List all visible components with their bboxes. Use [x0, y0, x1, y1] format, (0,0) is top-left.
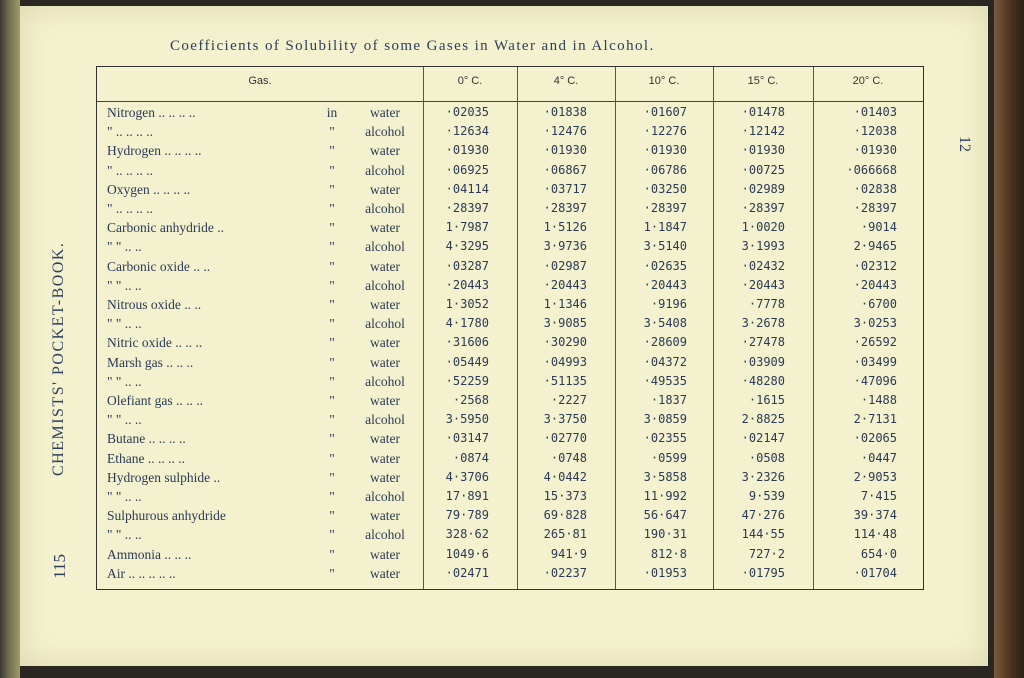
coefficient-cell: 1·5126 [543, 220, 587, 235]
coefficient-cell: 11·992 [643, 489, 687, 503]
in-word: " [329, 162, 335, 178]
table-row [97, 527, 923, 546]
in-word: " [329, 450, 335, 466]
signature-mark [955, 136, 975, 181]
coefficient-cell: ·1837 [650, 393, 687, 407]
coefficient-cell: ·1488 [860, 393, 897, 407]
coefficient-cell: 3·5950 [445, 412, 489, 427]
solvent-name: alcohol [365, 277, 405, 293]
coefficient-cell: 7·415 [860, 489, 897, 503]
coefficient-cell: ·04372 [643, 354, 687, 369]
table-row [97, 508, 923, 527]
coefficient-cell: 4·1780 [445, 316, 489, 331]
coefficient-cell: ·27478 [741, 335, 785, 350]
coefficient-cell: 2·9465 [853, 239, 897, 254]
coefficient-cell: 328·62 [445, 527, 489, 542]
coefficient-cell: 79·789 [445, 508, 489, 523]
table-row [97, 163, 923, 182]
coefficient-cell: 1·1847 [643, 220, 687, 235]
coefficient-cell: ·12038 [853, 124, 897, 139]
header-10c: 10° C. [648, 75, 680, 87]
gas-name: " " .. .. [107, 489, 142, 504]
in-word: " [329, 297, 335, 312]
coefficient-cell: ·28397 [445, 201, 489, 215]
coefficient-cell: ·0508 [748, 450, 785, 465]
gas-name: Nitric oxide .. .. .. [107, 335, 203, 351]
table-row [97, 335, 923, 354]
coefficient-cell: ·28397 [643, 201, 687, 215]
in-word: " [329, 469, 335, 485]
coefficient-cell: 3·5858 [643, 469, 687, 484]
in-word: " [329, 277, 335, 293]
in-word: " [329, 316, 335, 332]
in-word: " [329, 335, 335, 351]
header-20c: 20° C. [852, 75, 884, 87]
coefficient-cell: ·01930 [853, 143, 897, 158]
coefficient-cell: ·02989 [741, 181, 785, 196]
coefficient-cell: ·51135 [543, 373, 587, 388]
header-rule [97, 101, 923, 102]
coefficient-cell: ·12476 [543, 124, 587, 139]
solvent-name: alcohol [365, 527, 405, 543]
solvent-name: water [370, 546, 400, 562]
coefficient-cell: 3·2678 [741, 316, 785, 331]
gas-name: Ethane .. .. .. .. [107, 450, 185, 466]
gas-name: Nitrogen .. .. .. .. [107, 105, 196, 120]
table-row [97, 278, 923, 297]
coefficient-cell: ·02065 [853, 431, 897, 446]
coefficient-cell: ·03287 [445, 258, 489, 273]
coefficient-cell: 3·9736 [543, 239, 587, 254]
coefficient-cell: 812·8 [650, 546, 687, 561]
coefficient-cell: 3·1993 [741, 239, 785, 254]
in-word: " [329, 431, 335, 447]
coefficient-cell: ·0599 [650, 450, 687, 465]
in-word: " [329, 220, 335, 236]
in-word: " [329, 546, 335, 562]
gas-name: Ammonia .. .. .. [107, 546, 192, 562]
coefficient-cell: 4·3295 [445, 239, 489, 254]
coefficient-cell: ·28609 [643, 335, 687, 350]
solvent-name: water [370, 393, 400, 408]
table-row [97, 470, 923, 489]
gas-name: " .. .. .. .. [107, 201, 154, 216]
solvent-name: water [370, 431, 400, 447]
coefficient-cell: ·04114 [445, 181, 489, 196]
solvent-name: water [370, 181, 400, 197]
gas-name: Air .. .. .. .. .. [107, 565, 176, 581]
coefficient-cell: ·01930 [543, 143, 587, 158]
table-row [97, 412, 923, 431]
gas-name: Nitrous oxide .. .. [107, 297, 202, 312]
coefficient-cell: ·01478 [741, 105, 785, 119]
coefficient-cell: 114·48 [853, 527, 897, 542]
in-word: " [329, 412, 335, 428]
coefficient-cell: ·03717 [543, 181, 587, 196]
in-word: " [329, 354, 335, 370]
table-row [97, 355, 923, 374]
solvent-name: water [370, 469, 400, 485]
coefficient-cell: ·48280 [741, 373, 785, 388]
coefficient-cell: ·28397 [543, 201, 587, 215]
coefficient-cell: ·20443 [543, 277, 587, 292]
coefficient-cell: ·02147 [741, 431, 785, 446]
coefficient-cell: ·02035 [445, 105, 489, 119]
coefficient-cell: ·03499 [853, 354, 897, 369]
solvent-name: water [370, 258, 400, 274]
solvent-name: water [370, 450, 400, 466]
coefficient-cell: ·9196 [650, 297, 687, 311]
solvent-name: alcohol [365, 373, 405, 389]
coefficient-cell: ·05449 [445, 354, 489, 369]
in-word: " [329, 258, 335, 274]
solvent-name: alcohol [365, 239, 405, 255]
coefficient-cell: 9·539 [748, 489, 785, 503]
coefficient-cell: 4·0442 [543, 469, 587, 484]
gas-name: Sulphurous anhydride [107, 508, 226, 524]
solvent-name: alcohol [365, 162, 405, 178]
in-word: " [329, 508, 335, 524]
coefficient-cell: ·31606 [445, 335, 489, 350]
gas-name: " " .. .. [107, 277, 142, 293]
coefficient-cell: 1049·6 [445, 546, 489, 561]
coefficient-cell: ·03909 [741, 354, 785, 369]
coefficient-cell: ·2568 [452, 393, 489, 407]
coefficient-cell: ·47096 [853, 373, 897, 388]
coefficient-cell: 265·81 [543, 527, 587, 542]
solvent-name: alcohol [365, 412, 405, 428]
coefficient-cell: 2·7131 [853, 412, 897, 427]
coefficient-cell: 2·8825 [741, 412, 785, 427]
in-word: " [329, 373, 335, 389]
coefficient-cell: ·0874 [452, 450, 489, 465]
table-row [97, 220, 923, 239]
solvent-name: water [370, 143, 400, 159]
coefficient-cell: ·20443 [445, 277, 489, 292]
table-row [97, 297, 923, 316]
solvent-name: water [370, 354, 400, 370]
solvent-name: water [370, 220, 400, 236]
gas-name: " " .. .. [107, 373, 142, 389]
header-gas: Gas. [248, 75, 272, 87]
coefficient-cell: ·01930 [445, 143, 489, 158]
coefficient-cell: ·03250 [643, 181, 687, 196]
running-head [50, 176, 68, 476]
coefficient-cell: 1·3052 [445, 297, 489, 311]
in-word: " [329, 239, 335, 255]
table-row [97, 393, 923, 412]
in-word: in [326, 105, 338, 120]
coefficient-cell: ·02237 [543, 565, 587, 580]
coefficient-cell: ·01930 [741, 143, 785, 158]
gas-name: Hydrogen sulphide .. [107, 469, 221, 485]
in-word: " [329, 565, 335, 581]
coefficient-cell: ·1615 [748, 393, 785, 407]
coefficient-cell: ·0447 [860, 450, 897, 465]
coefficient-cell: 3·0253 [853, 316, 897, 331]
table-row [97, 316, 923, 335]
table-row [97, 374, 923, 393]
coefficient-cell: ·9014 [860, 220, 897, 235]
table-row [97, 259, 923, 278]
table-row [97, 201, 923, 220]
coefficient-cell: ·12276 [643, 124, 687, 139]
gas-name: Oxygen .. .. .. .. [107, 181, 191, 197]
solvent-name: water [370, 105, 400, 120]
coefficient-cell: ·01953 [643, 565, 687, 580]
coefficient-cell: ·28397 [853, 201, 897, 215]
table-row [97, 547, 923, 566]
page-edges [994, 0, 1024, 678]
coefficient-cell: ·02838 [853, 181, 897, 196]
gas-name: " .. .. .. .. [107, 162, 154, 178]
coefficient-cell: 15·373 [543, 489, 587, 503]
coefficient-cell: ·06925 [445, 162, 489, 177]
coefficient-cell: ·01403 [853, 105, 897, 119]
gas-name: " " .. .. [107, 316, 142, 332]
page-number [50, 554, 68, 604]
coefficient-cell: 4·3706 [445, 469, 489, 484]
coefficient-cell: 3·3750 [543, 412, 587, 427]
table-row [97, 124, 923, 143]
book-binding [0, 0, 20, 678]
coefficient-cell: ·52259 [445, 373, 489, 388]
coefficient-cell: ·01607 [643, 105, 687, 119]
page-number-text: 115 [50, 554, 69, 579]
coefficient-cell: 17·891 [445, 489, 489, 503]
coefficient-cell: ·28397 [741, 201, 785, 215]
gas-name: Hydrogen .. .. .. .. [107, 143, 202, 159]
gas-name: Olefiant gas .. .. .. [107, 393, 203, 408]
coefficient-cell: 56·647 [643, 508, 687, 523]
coefficient-cell: ·20443 [853, 277, 897, 292]
table-row [97, 105, 923, 124]
in-word: " [329, 124, 335, 140]
in-word: " [329, 201, 335, 216]
coefficient-cell: ·20443 [643, 277, 687, 292]
coefficient-cell: 69·828 [543, 508, 587, 523]
header-15c: 15° C. [747, 75, 779, 87]
in-word: " [329, 181, 335, 197]
coefficient-cell: 3·9085 [543, 316, 587, 331]
coefficient-cell: 1·0020 [741, 220, 785, 235]
in-word: " [329, 393, 335, 408]
table-row [97, 182, 923, 201]
coefficient-cell: ·06867 [543, 162, 587, 177]
solvent-name: water [370, 335, 400, 351]
coefficient-cell: ·20443 [741, 277, 785, 292]
running-head-text: CHEMISTS' POCKET-BOOK. [50, 241, 67, 476]
header-0c: 0° C. [457, 75, 483, 87]
in-word: " [329, 143, 335, 159]
coefficient-cell: ·49535 [643, 373, 687, 388]
page-title: Coefficients of Solubility of some Gases in Water and in Alcohol. [170, 38, 655, 54]
coefficient-cell: ·02635 [643, 258, 687, 273]
solubility-table [96, 66, 924, 590]
coefficient-cell: 3·2326 [741, 469, 785, 484]
coefficient-cell: ·01704 [853, 565, 897, 580]
coefficient-cell: ·30290 [543, 335, 587, 350]
coefficient-cell: ·0748 [550, 450, 587, 465]
coefficient-cell: 39·374 [853, 508, 897, 523]
gas-name: Marsh gas .. .. .. [107, 354, 194, 370]
book-page [20, 6, 988, 666]
gas-name: " .. .. .. .. [107, 124, 154, 140]
solvent-name: water [370, 297, 400, 312]
coefficient-cell: ·12634 [445, 124, 489, 139]
coefficient-cell: ·01838 [543, 105, 587, 119]
table-row [97, 489, 923, 508]
coefficient-cell: ·00725 [741, 162, 785, 177]
coefficient-cell: ·02312 [853, 258, 897, 273]
coefficient-cell: ·02471 [445, 565, 489, 580]
coefficient-cell: 3·5408 [643, 316, 687, 331]
gas-name: Carbonic anhydride .. [107, 220, 224, 236]
coefficient-cell: 3·5140 [643, 239, 687, 254]
solvent-name: water [370, 508, 400, 524]
signature-text: 12 [956, 136, 973, 152]
coefficient-cell: ·02432 [741, 258, 785, 273]
coefficient-cell: ·7778 [748, 297, 785, 311]
solvent-name: alcohol [365, 489, 405, 504]
coefficient-cell: 190·31 [643, 527, 687, 542]
coefficient-cell: 654·0 [860, 546, 897, 561]
coefficient-cell: ·01930 [643, 143, 687, 158]
coefficient-cell: ·01795 [741, 565, 785, 580]
header-4c: 4° C. [553, 75, 579, 87]
gas-name: " " .. .. [107, 239, 142, 255]
solvent-name: alcohol [365, 201, 405, 216]
table-row [97, 239, 923, 258]
table-row [97, 451, 923, 470]
solvent-name: alcohol [365, 124, 405, 140]
coefficient-cell: ·06786 [643, 162, 687, 177]
coefficient-cell: ·066668 [846, 162, 897, 177]
coefficient-cell: ·03147 [445, 431, 489, 446]
gas-name: " " .. .. [107, 527, 142, 543]
coefficient-cell: ·6700 [860, 297, 897, 311]
coefficient-cell: ·2227 [550, 393, 587, 407]
coefficient-cell: ·02770 [543, 431, 587, 446]
coefficient-cell: 1·1346 [543, 297, 587, 311]
coefficient-cell: 2·9053 [853, 469, 897, 484]
in-word: " [329, 527, 335, 543]
gas-name: Carbonic oxide .. .. [107, 258, 211, 274]
coefficient-cell: 727·2 [748, 546, 785, 561]
solvent-name: alcohol [365, 316, 405, 332]
gas-name: " " .. .. [107, 412, 142, 428]
table-row [97, 431, 923, 450]
coefficient-cell: 47·276 [741, 508, 785, 523]
gas-name: Butane .. .. .. .. [107, 431, 186, 447]
coefficient-cell: 144·55 [741, 527, 785, 542]
coefficient-cell: ·26592 [853, 335, 897, 350]
table-row [97, 143, 923, 162]
table-row [97, 566, 923, 585]
coefficient-cell: 3·0859 [643, 412, 687, 427]
coefficient-cell: ·12142 [741, 124, 785, 139]
coefficient-cell: ·02355 [643, 431, 687, 446]
solvent-name: water [370, 565, 400, 581]
coefficient-cell: ·02987 [543, 258, 587, 273]
coefficient-cell: 1·7987 [445, 220, 489, 235]
in-word: " [329, 489, 335, 504]
coefficient-cell: ·04993 [543, 354, 587, 369]
coefficient-cell: 941·9 [550, 546, 587, 561]
